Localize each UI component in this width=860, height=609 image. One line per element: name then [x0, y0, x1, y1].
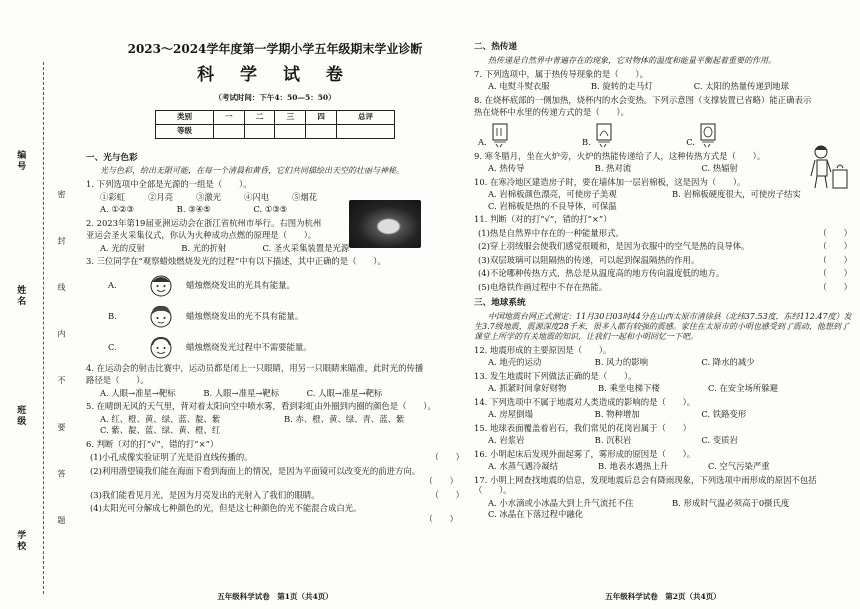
- page-1: [86, 0, 464, 609]
- question-8-line-1: 8. 在烧杯底部的一侧加热，烧杯内的水会变热。下列示意图（支撑装置已省略）能正确表示: [474, 94, 812, 105]
- q3-option-letter: B.: [108, 310, 117, 321]
- question-15: 15. 地球表面覆盖着岩石，我们常见的花岗岩属于（ ）: [474, 422, 691, 433]
- q11-item: [474, 282, 852, 293]
- question-5-options: [86, 414, 464, 425]
- score-header-category: 类别: [156, 110, 214, 124]
- q1-item: ④闪电: [244, 191, 270, 202]
- q6-statement: (2)利用潜望镜我们能在海面下看到海面上的情况，是因为平面镜可以改变光的前进方向。: [90, 465, 421, 476]
- question-4-options: [86, 388, 406, 399]
- section-3-intro: 中国地震台网正式测定：11月30日03时44分在山西太原市清徐县（北纬37.53度，东经112.47度）发生3.7级地震，震源深度28千米，很多人都有较强的震感。家住在太原市的小明也感受到了震动，他想到了课堂上所学的有关地震的知识，让我们一起和小明回忆一下吧。: [474, 311, 852, 341]
- score-cell-total[interactable]: [337, 124, 395, 138]
- question-14-options: [474, 409, 804, 420]
- section-1-intro: 光与色彩，给出无限可能，在每一个清晨和黄昏，它们共同描绘出天空的壮丽与神秘。: [100, 166, 404, 176]
- q3-option-letter: C.: [108, 341, 117, 352]
- q4-option[interactable]: A. 人眼→准星→靶标: [100, 387, 176, 398]
- q2-option[interactable]: A. 光的反射: [100, 242, 145, 253]
- section-2-title: 二、热传递: [474, 42, 517, 52]
- score-cell-2[interactable]: [244, 124, 275, 138]
- question-10: 10. 在寒冷地区建造房子时，要在墙体加一层岩棉板，这是因为（ ）。: [474, 176, 746, 187]
- beaker-convection-icon: [594, 122, 616, 148]
- q13-option[interactable]: B. 乘坐电梯下楼: [598, 383, 660, 394]
- q8-option-letter: A.: [478, 137, 487, 148]
- q15-option[interactable]: A. 岩浆岩: [488, 435, 525, 446]
- q8-option-a[interactable]: [478, 122, 512, 148]
- q1-item: ②月亮: [148, 191, 174, 202]
- q6-item: [86, 466, 464, 487]
- question-7: 7. 下列选项中，属于热传导现象的是（ ）。: [474, 68, 648, 79]
- q4-option[interactable]: B. 人眼→准星→靶标: [203, 387, 280, 398]
- q1-item: ③激光: [196, 191, 222, 202]
- q16-option[interactable]: B. 地表水遇热上升: [598, 461, 669, 472]
- question-9-options: [474, 163, 804, 174]
- q5-option[interactable]: C. 紫、靛、蓝、绿、黄、橙、红: [100, 425, 221, 436]
- q7-option[interactable]: B. 旋转的走马灯: [590, 81, 653, 92]
- score-header-2: 二: [244, 110, 275, 124]
- question-9: 9. 寒冬腊月，坐在火炉旁，火炉的热能传递给了人，这种传热方式是（ ）。: [474, 150, 766, 161]
- score-row-label: 等级: [156, 124, 214, 138]
- q11-statement: (5)电烙铁作画过程中不存在热能。: [478, 281, 608, 292]
- q6-answer-blank[interactable]: （ ）: [424, 513, 458, 524]
- q7-option[interactable]: A. 电熨斗熨衣服: [488, 81, 550, 92]
- score-header-4: 四: [306, 110, 337, 124]
- q2-option[interactable]: B. 光的折射: [181, 242, 227, 253]
- question-6: 6. 判断（对的打“√”，错的打“×”）: [86, 438, 219, 449]
- question-5: 5. 在晴朗无风的天气里，背对着太阳向空中喷水雾，看到彩虹由外圈到内圈的颜色是（ ）。: [86, 401, 436, 412]
- margin-label-name: 姓名: [15, 285, 26, 307]
- person-by-stove-icon: [807, 142, 851, 192]
- q9-option[interactable]: B. 热对流: [594, 163, 632, 174]
- question-12: 12. 地震形成的主要原因是（ ）。: [474, 344, 612, 355]
- page-2: [474, 0, 852, 609]
- q3-option-text: 蜡烛燃烧发出的光具有能量。: [186, 279, 295, 290]
- q17-option[interactable]: A. 小水滴或小冰晶大到上升气流托不住: [488, 497, 634, 508]
- score-header-1: 一: [213, 110, 244, 124]
- q8-option-b[interactable]: [582, 122, 616, 148]
- question-13: 13. 发生地震时下列做法正确的是（ ）。: [474, 370, 637, 381]
- q11-answer-blank[interactable]: （ ）: [818, 254, 852, 265]
- beaker-convection-icon: [490, 122, 512, 148]
- q11-statement: (3)双层玻璃可以阻隔热的传递，可以起到保温隔热的作用。: [478, 254, 700, 265]
- q11-statement: (1)热是自然界中存在的一种能量形式。: [478, 227, 624, 238]
- q14-option[interactable]: C. 铁路变形: [701, 409, 747, 420]
- beaker-convection-icon: [698, 122, 720, 148]
- q11-item: [474, 228, 852, 239]
- question-15-options: [474, 435, 804, 446]
- q17-option[interactable]: B. 形成时气温必须高于0摄氏度: [672, 497, 790, 508]
- q6-item: [86, 490, 464, 501]
- score-cell-3[interactable]: [275, 124, 306, 138]
- margin-label-class: 班级: [15, 405, 26, 427]
- q3-option-b[interactable]: [86, 303, 464, 329]
- question-7-options: [474, 81, 852, 92]
- question-12-options: [474, 357, 804, 368]
- q6-answer-blank[interactable]: （ ）: [424, 476, 458, 487]
- q11-answer-blank[interactable]: （ ）: [818, 227, 852, 238]
- q12-option[interactable]: C. 降水的减少: [701, 357, 755, 368]
- q12-option[interactable]: B. 风力的影响: [594, 357, 649, 368]
- question-10-option-c: [474, 201, 852, 212]
- q6-item: [86, 452, 464, 463]
- section-2-intro: 热传递是自然界中普遍存在的现象，它对物体的温度和能量平衡起着重要的作用。: [488, 55, 776, 65]
- question-1: 1. 下列选项中全部是光源的一组是（ ）。: [86, 179, 252, 190]
- q14-option[interactable]: A. 房屋倒塌: [488, 409, 533, 420]
- score-table: [155, 110, 395, 139]
- q9-option[interactable]: C. 热辐射: [701, 163, 738, 174]
- q6-item: [86, 503, 464, 524]
- question-13-options: [474, 383, 814, 394]
- student-face-icon: [148, 334, 174, 360]
- page-1-footer: 五年级科学试卷 第1页（共4页）: [217, 591, 333, 601]
- question-2-options: [86, 243, 386, 254]
- margin-label-school: 学校: [15, 530, 26, 552]
- question-17-options: [474, 498, 852, 509]
- q3-option-text: 蜡烛燃烧发出的光不具有能量。: [186, 310, 304, 321]
- torch-lighting-photo: [349, 200, 421, 248]
- student-face-icon: [148, 303, 174, 329]
- question-17: 17. 小明上网查找地震的信息，发现地震后总会有降雨现象，下列选项中雨形成的原因不包括（ ）。: [474, 474, 817, 496]
- q16-option[interactable]: C. 空气污染严重: [708, 461, 770, 472]
- q1-item: ⑤烟花: [292, 191, 318, 202]
- page-2-footer: 五年级科学试卷 第2页（共4页）: [605, 591, 721, 601]
- exam-time: （考试时间：下午4：50—5：50）: [214, 93, 336, 103]
- q7-option[interactable]: C. 太阳的热量传递到地球: [693, 81, 789, 92]
- q12-option[interactable]: A. 地壳的运动: [488, 357, 542, 368]
- question-5-option-c: [86, 425, 464, 436]
- score-header-3: 三: [275, 110, 306, 124]
- question-17-option-c: [474, 509, 852, 520]
- q8-option-letter: B.: [582, 137, 591, 148]
- question-14: 14. 下列选项中不属于地震对人类造成的影响的是（ ）。: [474, 396, 696, 407]
- section-3-title: 三、地球系统: [474, 298, 526, 309]
- question-2-line-2: 亚运会圣火采集仪式，你认为火种成功点燃的原理是（ ）。: [86, 230, 317, 241]
- question-1-items: [86, 192, 336, 203]
- question-3: 3. 三位同学在“观察蜡烛燃烧发光的过程”中有以下描述，其中正确的是（ ）。: [86, 256, 386, 267]
- q1-option[interactable]: B. ③④⑤: [176, 204, 211, 215]
- score-header-total: 总评: [337, 110, 395, 124]
- q3-option-c[interactable]: [86, 334, 464, 360]
- exam-subject: 科 学 试 卷: [197, 65, 353, 85]
- q15-option[interactable]: C. 变质岩: [701, 435, 738, 446]
- q11-item: [474, 255, 852, 266]
- margin-label-number: 编号: [15, 150, 26, 172]
- q15-option[interactable]: B. 沉积岩: [594, 435, 632, 446]
- question-8-options: [474, 122, 724, 148]
- q6-statement: (1)小孔成像实验证明了光是沿直线传播的。: [90, 452, 253, 463]
- q9-option[interactable]: A. 热传导: [488, 163, 525, 174]
- question-4-line-2: 路径是（ ）。: [86, 375, 149, 386]
- question-16-options: [474, 461, 814, 472]
- question-1-options: [86, 204, 326, 215]
- student-face-icon: [148, 272, 174, 298]
- q10-option[interactable]: B. 岩棉板硬度很大，可使房子结实: [672, 189, 801, 200]
- q14-option[interactable]: B. 物种增加: [594, 409, 640, 420]
- q11-answer-blank[interactable]: （ ）: [818, 281, 852, 292]
- question-11: 11. 判断（对的打“√”，错的打“×”）: [474, 214, 612, 225]
- q10-option[interactable]: A. 岩棉板颜色漂亮，可使房子美观: [488, 189, 617, 200]
- question-2-line-1: 2. 2023年第19届亚洲运动会在浙江省杭州市举行。右图为杭州: [86, 217, 322, 228]
- q11-answer-blank[interactable]: （ ）: [818, 241, 852, 252]
- question-16: 16. 小明起床后发现外面起雾了，雾形成的原因是（ ）。: [474, 448, 696, 459]
- question-10-options: [474, 189, 852, 200]
- q6-answer-blank[interactable]: （ ）: [430, 489, 464, 500]
- q3-option-letter: A.: [108, 279, 117, 290]
- score-cell-4[interactable]: [306, 124, 337, 138]
- q8-option-c[interactable]: [686, 122, 720, 148]
- q1-option[interactable]: A. ①②③: [100, 204, 134, 215]
- q13-option[interactable]: C. 在安全场所躲避: [708, 383, 779, 394]
- q3-option-text: 蜡烛燃烧发光过程中不需要能量。: [186, 341, 312, 352]
- question-8-line-2: 热在烧杯中水里的传递方式的是（ ）。: [474, 107, 629, 118]
- q1-item: ①彩虹: [100, 191, 126, 202]
- q3-option-a[interactable]: [86, 272, 464, 298]
- seal-warning: 密 封 线 内 不 要 答 题: [57, 190, 66, 542]
- section-1-title: 一、光与色彩: [86, 152, 138, 163]
- q1-option[interactable]: C. ①③⑤: [253, 204, 288, 215]
- binding-margin: [0, 0, 80, 609]
- q5-option[interactable]: B. 赤、橙、黄、绿、青、蓝、紫: [284, 413, 405, 424]
- q11-item: [474, 268, 852, 279]
- q16-option[interactable]: A. 水蒸气遇冷凝结: [488, 461, 558, 472]
- q13-option[interactable]: A. 抓紧时间拿好财物: [488, 383, 567, 394]
- q11-item: [474, 241, 852, 252]
- exam-title: 2023～2024学年度第一学期小学五年级期末学业诊断: [127, 42, 423, 56]
- score-cell-1[interactable]: [213, 124, 244, 138]
- question-4-line-1: 4. 在运动会的射击比赛中，运动员都是闭上一只眼睛，用另一只眼睛来瞄准，此时光的传播: [86, 362, 424, 373]
- q8-option-letter: C.: [686, 137, 695, 148]
- q2-option[interactable]: C. 圣火采集装置是光源: [262, 242, 350, 253]
- q17-option[interactable]: C. 冰晶在下落过程中融化: [488, 509, 584, 520]
- q11-statement: (4)不论哪种传热方式，热总是从温度高的地方传向温度低的地方。: [478, 268, 725, 279]
- q5-option[interactable]: A. 红、橙、黄、绿、蓝、靛、紫: [100, 413, 221, 424]
- q6-statement: (3)我们能看见月光，是因为月亮发出的光射入了我们的眼睛。: [90, 489, 320, 500]
- q6-answer-blank[interactable]: （ ）: [430, 452, 464, 463]
- seal-dashed-line: [43, 62, 44, 594]
- q4-option[interactable]: C. 人眼→准星→靶标: [306, 387, 383, 398]
- q6-statement: (4)太阳光可分解成七种颜色的光，但是这七种颜色的光不能混合成白光。: [90, 503, 362, 514]
- q11-statement: (2)穿上羽绒服会使我们感觉很暖和，是因为衣服中的空气是热的良导体。: [478, 241, 750, 252]
- q11-answer-blank[interactable]: （ ）: [818, 268, 852, 279]
- q10-option[interactable]: C. 岩棉板是热的不良导体，可保温: [488, 200, 617, 211]
